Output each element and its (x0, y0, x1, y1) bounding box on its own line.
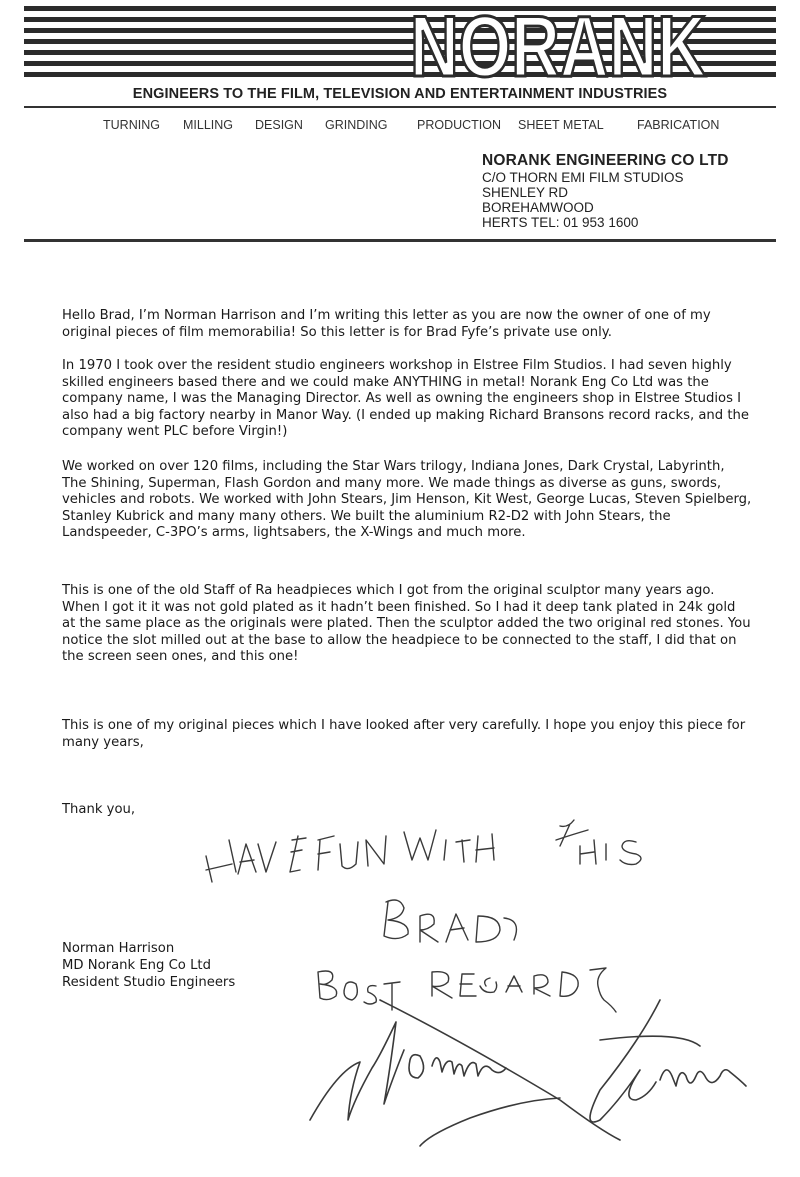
svg-text:NORANK: NORANK (410, 0, 706, 95)
company-address (482, 152, 729, 230)
tagline: ENGINEERS TO THE FILM, TELEVISION AND ENTERTAINMENT INDUSTRIES (132, 86, 668, 102)
service-item: DESIGN (255, 118, 303, 132)
letter-paragraph: This is one of my original pieces which I have looked after very carefully. I hope you enjoy this piece for many years, (62, 718, 746, 750)
signer-department: Resident Studio Engineers (62, 975, 236, 990)
letter-paragraph: We worked on over 120 films, including the Star Wars trilogy, Indiana Jones, Dark Crystal, Labyrinth, The Shining, Superman, Flash Gordon and many more. We made things as diverse as guns, swords, vehicles and robots. We worked with John Stears, Jim Henson, Kit West, George Lucas, Steven Spielberg, Stanley Kubrick and many many others. We built the aluminium R2-D2 with John Stears, the Landspeeder, C-3PO’s arms, lightsabers, the X-Wings and much more. (62, 459, 752, 541)
handwritten-note (0, 800, 800, 1177)
company-name: NORANK ENGINEERING CO LTD (482, 152, 729, 169)
services-list (0, 118, 800, 136)
service-item: TURNING (103, 118, 160, 132)
divider (24, 239, 776, 242)
divider (24, 106, 776, 108)
norank-logo (408, 0, 708, 95)
handwritten-line-3 (318, 968, 616, 1012)
handwritten-line-1 (206, 820, 641, 882)
service-item: FABRICATION (637, 118, 720, 132)
service-item: MILLING (183, 118, 234, 132)
closing: Thank you, (62, 802, 136, 817)
letter-paragraph: This is one of the old Staff of Ra headpieces which I got from the original sculptor many years ago. When I got it it was not gold plated as it hadn’t been finished. So I had it deep tank plated in 24k gold at the same place as the originals were plated. Then the sculptor added the two original red stones. You notice the slot milled out at the base to allow the headpiece to be connected to the staff, I did that on the screen seen ones, and this one! (62, 583, 751, 665)
address-line: C/O THORN EMI FILM STUDIOS (482, 170, 684, 185)
address-line: BOREHAMWOOD (482, 200, 594, 215)
service-item: SHEET METAL (518, 118, 604, 132)
service-item: GRINDING (325, 118, 388, 132)
address-line: SHENLEY RD (482, 185, 569, 200)
handwritten-signature (310, 1000, 746, 1146)
letter-paragraph: Hello Brad, I’m Norman Harrison and I’m writing this letter as you are now the owner of one of my original pieces of film memorabilia! So this letter is for Brad Fyfe’s private use only. (62, 308, 711, 340)
handwritten-line-2 (384, 900, 516, 942)
address-line: HERTS TEL: 01 953 1600 (482, 215, 639, 230)
letterhead (0, 0, 800, 250)
letter-paragraph: In 1970 I took over the resident studio engineers workshop in Elstree Film Studios. I had seven highly skilled engineers based there and we could make ANYTHING in metal! Norank Eng Co Ltd was the company name, I was the Managing Director. As well as owning the engineers shop in Elstree Studios I also had a big factory nearby in Manor Way. (I ended up making Richard Bransons record racks, and the company went PLC before Virgin!) (62, 358, 749, 440)
service-item: PRODUCTION (417, 118, 502, 132)
signer-name: Norman Harrison (62, 941, 175, 956)
signer-title: MD Norank Eng Co Ltd (62, 958, 211, 973)
